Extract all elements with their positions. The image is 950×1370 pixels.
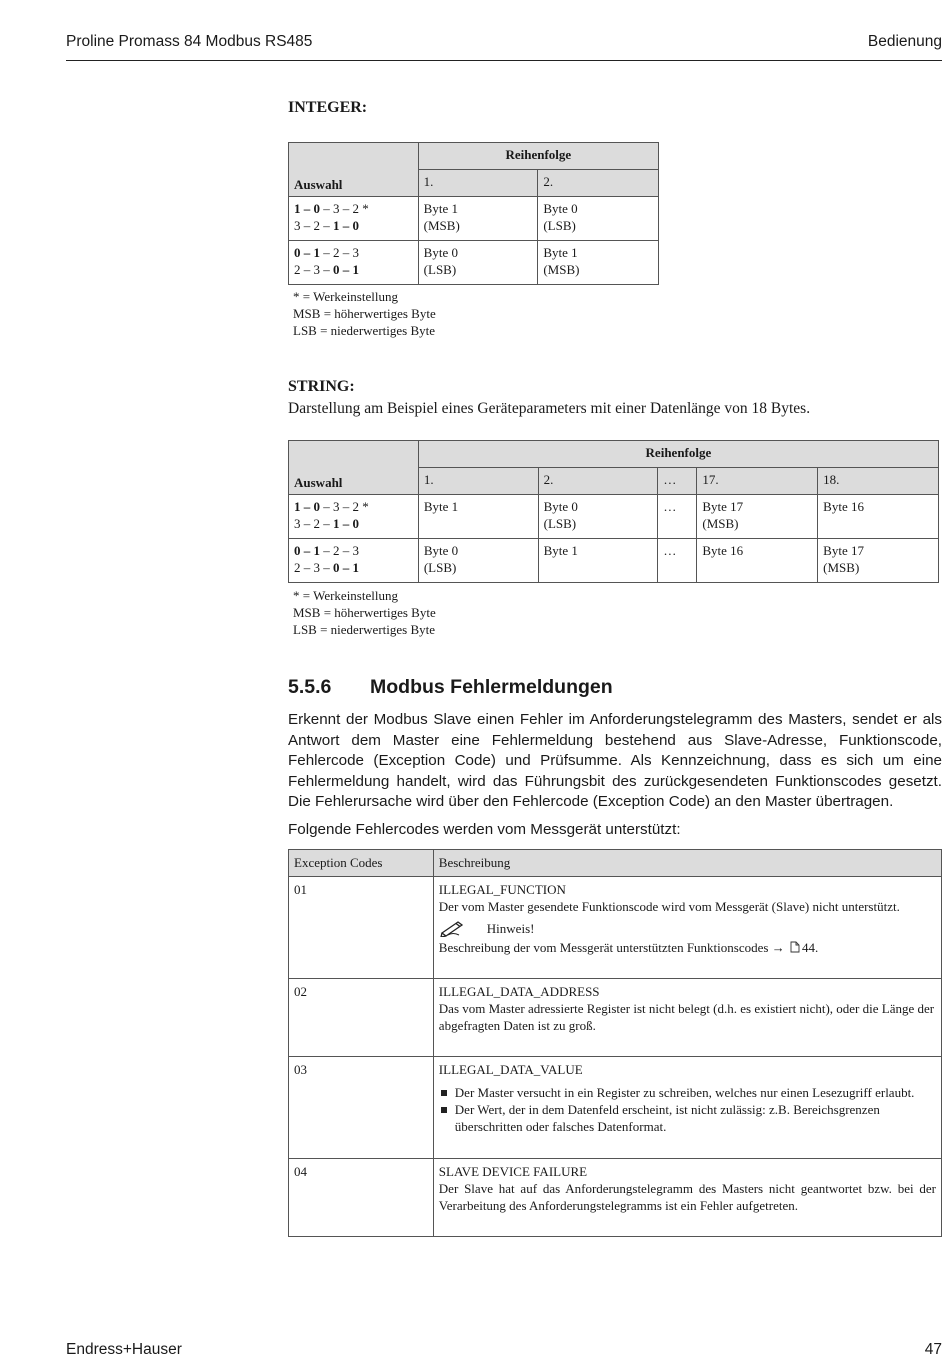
code-02: 02 xyxy=(289,979,434,1057)
error-text: Das vom Master adressierte Register ist nicht belegt (d.h. es existiert nicht), oder die Länge der abgefragten Daten ist zu groß. xyxy=(438,1001,935,1033)
header-rule xyxy=(66,60,942,61)
error-name: ILLEGAL_FUNCTION xyxy=(438,882,566,897)
integer-col-group: Reihenfolge xyxy=(418,143,658,170)
code-01: 01 xyxy=(289,877,434,979)
footer-company: Endress+Hauser xyxy=(66,1341,182,1358)
integer-col-1: 1. xyxy=(418,170,538,197)
table-row xyxy=(289,495,939,539)
string-row1-col2: Byte 0 (LSB) xyxy=(538,495,658,539)
note-msb: MSB = höherwertiges Byte xyxy=(293,306,436,321)
section-title: Modbus Fehlermeldungen xyxy=(370,676,613,698)
string-row1-auswahl: 1 – 0 – 3 – 2 * 3 – 2 – 1 – 0 xyxy=(289,495,419,539)
string-row1-col4: Byte 17 (MSB) xyxy=(697,495,818,539)
integer-heading: INTEGER: xyxy=(288,99,368,116)
header-document-title: Proline Promass 84 Modbus RS485 xyxy=(66,33,313,50)
header-chapter: Bedienung xyxy=(867,33,942,50)
string-row2-col5: Byte 17 (MSB) xyxy=(818,539,939,583)
string-col-auswahl: Auswahl xyxy=(289,441,419,495)
integer-row2-col2: Byte 1 (MSB) xyxy=(538,241,659,285)
section-heading xyxy=(288,676,613,699)
integer-row1-col1: Byte 1 (MSB) xyxy=(418,197,538,241)
note-lsb: LSB = niederwertiges Byte xyxy=(293,323,435,338)
string-row1-col1: Byte 1 xyxy=(418,495,538,539)
string-row2-col2: Byte 1 xyxy=(538,539,658,583)
error-name: ILLEGAL_DATA_ADDRESS xyxy=(438,984,600,999)
table-row xyxy=(289,539,939,583)
table-row xyxy=(289,1159,942,1237)
string-row2-auswahl: 0 – 1 – 2 – 3 2 – 3 – 0 – 1 xyxy=(289,539,419,583)
note-werkeinstellung: * = Werkeinstellung xyxy=(293,588,398,603)
desc-01 xyxy=(433,877,941,979)
table-row xyxy=(289,877,942,979)
bullet-item: Der Wert, der in dem Datenfeld erscheint, ist nicht zulässig: z.B. Bereichsgrenzen überschritten oder falsches Datenformat. xyxy=(439,1101,936,1135)
footer-page-number: 47 xyxy=(924,1341,942,1358)
integer-row2-col1: Byte 0 (LSB) xyxy=(418,241,538,285)
integer-table xyxy=(288,142,659,285)
string-col-18: 18. xyxy=(818,468,939,495)
desc-02 xyxy=(433,979,941,1057)
error-name: SLAVE DEVICE FAILURE xyxy=(438,1164,588,1179)
string-row1-col3: … xyxy=(658,495,697,539)
section-paragraph: Erkennt der Modbus Slave einen Fehler im Anforderungstelegramm des Masters, sendet er als Antwort dem Master eine Fehlermeldung bestehend aus Slave-Adresse, Funktionscode, Fehlercode (Exception Code) und Prüfsumme. Als Kennzeichnung, dass es sich um eine Fehlermeldung handelt, wird das Führungsbit des zurückgesendeten Funktionscodes gesetzt. Die Fehlerursache wird über den Fehlercode (Exception Code) an den Master übertragen. xyxy=(288,711,942,810)
code-04: 04 xyxy=(289,1159,434,1237)
string-heading: STRING: xyxy=(288,378,355,395)
bullet-square-icon xyxy=(441,1090,447,1096)
string-notes xyxy=(293,587,436,638)
string-col-2: 2. xyxy=(538,468,658,495)
section-number: 5.5.6 xyxy=(288,676,332,698)
string-row2-col3: … xyxy=(658,539,697,583)
string-col-17: 17. xyxy=(697,468,818,495)
hint-text-line: Beschreibung der vom Messgerät unterstützten Funktionscodes → 44. xyxy=(438,940,819,955)
hint-label: Hinweis! xyxy=(486,920,535,936)
note-werkeinstellung: * = Werkeinstellung xyxy=(293,289,398,304)
integer-row1-auswahl: 1 – 0 – 3 – 2 * 3 – 2 – 1 – 0 xyxy=(289,197,419,241)
section-lead-in: Folgende Fehlercodes werden vom Messgerät unterstützt: xyxy=(288,821,681,838)
integer-col-2: 2. xyxy=(538,170,659,197)
integer-notes xyxy=(293,288,436,339)
error-text: Der Slave hat auf das Anforderungstelegramm des Masters nicht geantwortet bzw. bei der Verarbeitung des Anforderungstelegramms ist ein Fehler aufgetreten. xyxy=(438,1181,936,1213)
error-text: Der vom Master gesendete Funktionscode wird vom Messgerät (Slave) nicht unterstützt. xyxy=(438,899,900,914)
integer-row1-col2: Byte 0 (LSB) xyxy=(538,197,659,241)
note-msb: MSB = höherwertiges Byte xyxy=(293,605,436,620)
table-row xyxy=(289,197,659,241)
table-row xyxy=(289,241,659,285)
error-name: ILLEGAL_DATA_VALUE xyxy=(438,1062,583,1077)
note-lsb: LSB = niederwertiges Byte xyxy=(293,622,435,637)
bullet-square-icon xyxy=(441,1107,447,1113)
desc-04 xyxy=(433,1159,941,1237)
desc-03 xyxy=(433,1057,941,1159)
string-table xyxy=(288,440,939,583)
string-intro: Darstellung am Beispiel eines Geräteparameters mit einer Datenlänge von 18 Bytes. xyxy=(288,400,811,417)
integer-col-auswahl: Auswahl xyxy=(289,143,419,197)
string-col-1: 1. xyxy=(418,468,538,495)
bullet-item: Der Master versucht in ein Register zu schreiben, welches nur einen Lesezugriff erlaubt. xyxy=(439,1084,936,1101)
pencil-note-icon xyxy=(439,919,467,937)
page-reference: 44. xyxy=(801,940,819,955)
table-row xyxy=(289,979,942,1057)
table-row xyxy=(289,1057,942,1159)
arrow-right-icon: → xyxy=(771,940,785,955)
string-row2-col4: Byte 16 xyxy=(697,539,818,583)
code-03: 03 xyxy=(289,1057,434,1159)
col-beschreibung: Beschreibung xyxy=(433,850,941,877)
string-row2-col1: Byte 0 (LSB) xyxy=(418,539,538,583)
string-col-group: Reihenfolge xyxy=(418,441,938,468)
string-row1-col5: Byte 16 xyxy=(818,495,939,539)
string-col-ellipsis: … xyxy=(658,468,697,495)
hint-block xyxy=(439,919,936,937)
exception-codes-table xyxy=(288,849,942,1237)
page-reference-icon xyxy=(790,941,800,953)
integer-row2-auswahl: 0 – 1 – 2 – 3 2 – 3 – 0 – 1 xyxy=(289,241,419,285)
col-exception-codes: Exception Codes xyxy=(289,850,434,877)
